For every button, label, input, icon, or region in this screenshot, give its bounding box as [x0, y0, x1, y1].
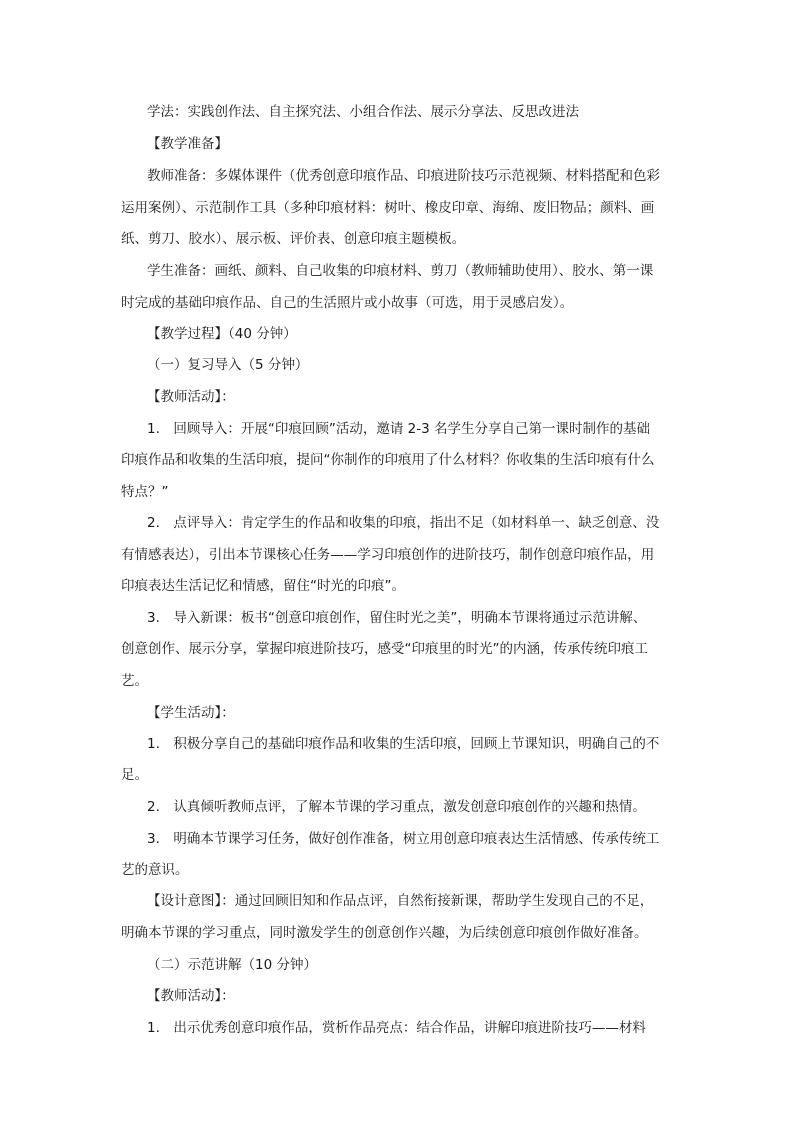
paragraph-line: 艺。: [121, 673, 148, 689]
paragraph-line: 有情感表达），引出本节课核心任务——学习印痕创作的进阶技巧，制作创意印痕作品，用: [121, 547, 655, 563]
paragraph-line: 学生准备：画纸、颜料、自己收集的印痕材料、剪刀（教师辅助使用）、胶水、第一课: [147, 263, 654, 279]
paragraph-line: 1. 回顾导入：开展“印痕回顾”活动，邀请 2-3 名学生分享自己第一课时制作的基础: [147, 421, 650, 437]
paragraph-line: 1. 积极分享自己的基础印痕作品和收集的生活印痕，回顾上节课知识，明确自己的不: [147, 736, 660, 752]
subsection-heading: （二）示范讲解（10 分钟）: [147, 957, 317, 973]
activity-heading: 【学生活动】：: [147, 705, 235, 721]
paragraph-line: 艺的意识。: [121, 862, 189, 878]
paragraph-line: 3. 导入新课：板书“创意印痕创作，留住时光之美”，明确本节课将通过示范讲解、: [147, 610, 647, 626]
paragraph-line: 时完成的基础印痕作品、自己的生活照片或小故事（可选，用于灵感启发）。: [121, 295, 574, 311]
paragraph-line: 【设计意图】：通过回顾旧知和作品点评，自然衔接新课，帮助学生发现自己的不足，: [147, 893, 654, 909]
paragraph-line: 教师准备：多媒体课件（优秀创意印痕作品、印痕进阶技巧示范视频、材料搭配和色彩: [147, 168, 660, 184]
paragraph-line: 印痕作品和收集的生活印痕，提问“你制作的印痕用了什么材料？你收集的生活印痕有什么: [121, 452, 655, 468]
paragraph-line: 印痕表达生活记忆和情感，留住“时光的印痕”。: [121, 578, 405, 594]
paragraph-line: 特点？”: [121, 484, 169, 500]
paragraph-line: 足。: [121, 767, 148, 783]
paragraph-line: 1. 出示优秀创意印痕作品，赏析作品亮点：结合作品，讲解印痕进阶技巧——材料: [147, 1020, 646, 1036]
paragraph-line: 创意创作、展示分享，掌握印痕进阶技巧，感受“印痕里的时光”的内涵，传承传统印痕工: [121, 641, 648, 657]
paragraph-line: 2. 认真倾听教师点评，了解本节课的学习重点，激发创意印痕创作的兴趣和热情。: [147, 799, 646, 815]
paragraph-line: 2. 点评导入：肯定学生的作品和收集的印痕，指出不足（如材料单一、缺乏创意、没: [147, 515, 660, 531]
paragraph-line: 学法：实践创作法、自主探究法、小组合作法、展示分享法、反思改进法: [147, 104, 579, 120]
paragraph-line: 明确本节课的学习重点，同时激发学生的创意创作兴趣，为后续创意印痕创作做好准备。: [121, 925, 648, 941]
activity-heading: 【教师活动】：: [147, 988, 235, 1004]
activity-heading: 【教师活动】：: [147, 389, 235, 405]
section-heading: 【教学过程】（40 分钟）: [147, 326, 297, 342]
paragraph-line: 运用案例）、示范制作工具（多种印痕材料：树叶、橡皮印章、海绵、废旧物品；颜料、画: [121, 200, 655, 216]
subsection-heading: （一）复习导入（5 分钟）: [147, 357, 309, 373]
paragraph-line: 3. 明确本节课学习任务，做好创作准备，树立用创意印痕表达生活情感、传承传统工: [147, 831, 660, 847]
paragraph-line: 纸、剪刀、胶水）、展示板、评价表、创意印痕主题模板。: [121, 231, 466, 247]
section-heading: 【教学准备】: [147, 136, 228, 152]
